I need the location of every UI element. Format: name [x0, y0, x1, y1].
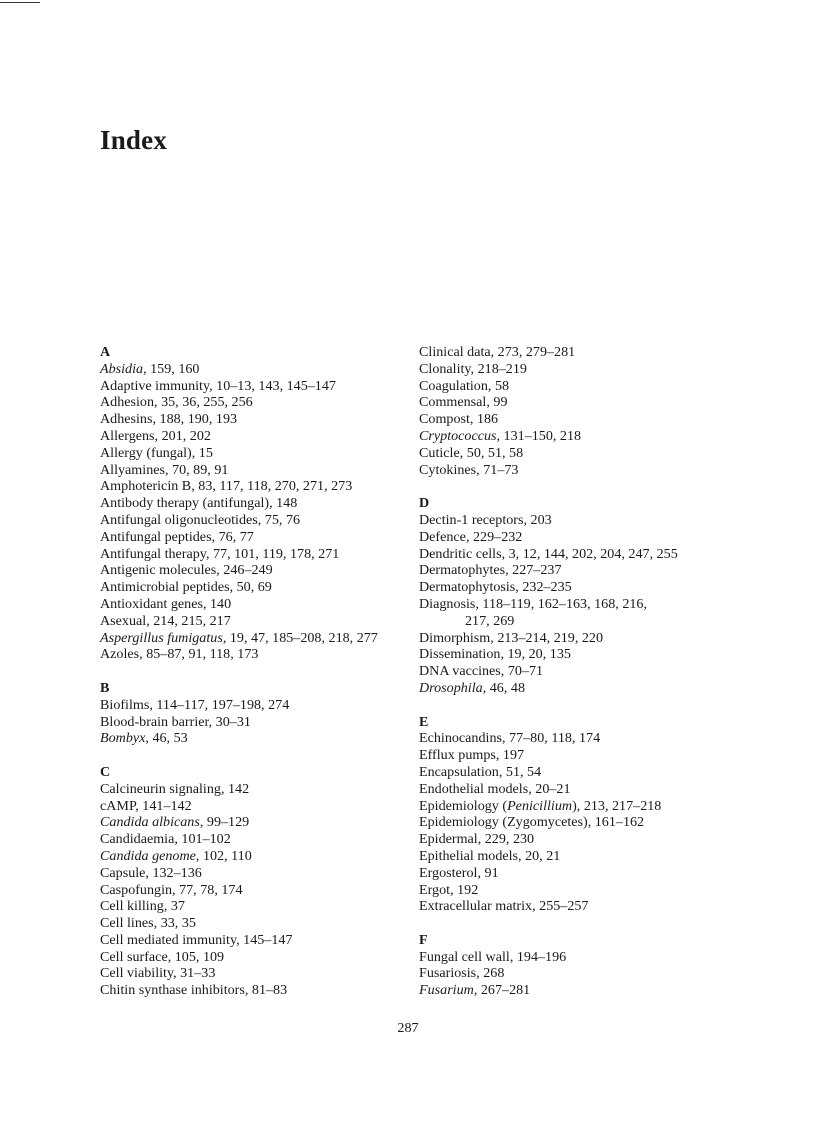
index-entry — [100, 848, 410, 865]
index-entry — [100, 361, 410, 378]
index-term-suffix: ) — [572, 797, 577, 814]
index-entry — [419, 579, 739, 596]
index-page-refs: , 186 — [469, 411, 499, 428]
index-page-refs: , 19, 47, 185–208, 218, 277 — [222, 629, 378, 646]
index-term-italic: Penicillium — [507, 797, 573, 814]
index-page-refs: , 131–150, 218 — [496, 427, 582, 444]
index-term: Adhesins — [100, 411, 153, 428]
corner-crop-mark — [0, 0, 40, 3]
index-page-refs: , 81–83 — [244, 982, 288, 999]
index-entry — [419, 764, 739, 781]
index-page-refs: , 3, 12, 144, 202, 204, 247, 255 — [501, 545, 678, 562]
index-entry — [100, 613, 410, 630]
index-page-refs: , 77, 101, 119, 178, 271 — [205, 545, 340, 562]
index-page-refs: , 58 — [487, 377, 510, 394]
index-page-refs: , 145–147 — [236, 931, 293, 948]
index-page-refs: , 218–219 — [470, 360, 527, 377]
index-page-refs: , 142 — [220, 780, 250, 797]
index-entry — [100, 915, 410, 932]
index-page-refs: , 118–119, 162–163, 168, 216, — [475, 595, 647, 612]
index-entry — [100, 730, 410, 747]
index-term: Epidemiology (Zygomycetes) — [419, 814, 588, 831]
section-gap — [100, 747, 410, 764]
index-page-refs: , 51, 54 — [498, 763, 542, 780]
index-term: Defence — [419, 528, 466, 545]
index-page-refs: , 99–129 — [199, 814, 250, 831]
index-entry — [100, 445, 410, 462]
section-gap — [419, 478, 739, 495]
index-entry — [100, 495, 410, 512]
index-term: Allergens — [100, 427, 155, 444]
index-page-refs: , 105, 109 — [167, 948, 225, 965]
index-letter-heading: F — [419, 931, 428, 948]
index-page-refs: , 10–13, 143, 145–147 — [209, 377, 336, 394]
index-term: Amphotericin B — [100, 478, 192, 495]
index-term: Ergot — [419, 881, 451, 898]
index-term: Echinocandins — [419, 730, 502, 747]
section-gap — [419, 697, 739, 714]
index-page-refs: , 77–80, 118, 174 — [501, 730, 601, 747]
index-entry — [100, 562, 410, 579]
index-term: Candida albicans — [100, 814, 200, 831]
index-entry — [419, 378, 739, 395]
index-letter-heading: D — [419, 495, 430, 512]
index-page-refs: , 188, 190, 193 — [152, 411, 238, 428]
index-entry — [100, 394, 410, 411]
index-entry — [419, 596, 739, 630]
index-page-refs: , 50, 69 — [229, 579, 272, 596]
index-page-refs: , 76, 77 — [211, 528, 254, 545]
index-page-refs: , 85–87, 91, 118, 173 — [139, 646, 259, 663]
index-entry — [419, 361, 739, 378]
index-page-refs: , 31–33 — [173, 965, 216, 982]
index-term: Epidemiology ( — [419, 797, 508, 814]
index-page-refs: , 15 — [191, 444, 213, 461]
index-page-refs: , 267–281 — [473, 982, 531, 999]
index-page-refs: , 214, 215, 217 — [146, 612, 231, 629]
index-page-refs: , 229, 230 — [477, 831, 535, 848]
index-entry — [100, 798, 410, 815]
index-entry — [419, 344, 739, 361]
index-page-refs: , 229–232 — [465, 528, 523, 545]
index-term: Blood-brain barrier — [100, 713, 209, 730]
index-entry — [100, 646, 410, 663]
index-page-refs: , 46, 53 — [145, 730, 188, 747]
index-term: Azoles — [100, 646, 140, 663]
index-term: Diagnosis — [419, 595, 476, 612]
index-entry — [100, 378, 410, 395]
index-term: Calcineurin signaling — [100, 780, 221, 797]
index-entry — [419, 949, 739, 966]
index-page-refs: , 255–257 — [532, 898, 589, 915]
index-term: Encapsulation — [419, 763, 499, 780]
index-page-refs: , 192 — [450, 881, 479, 898]
index-term: Dissemination — [419, 646, 501, 663]
index-entry — [419, 831, 739, 848]
index-term: Ergosterol — [419, 864, 478, 881]
index-page-refs: , 37 — [163, 898, 185, 915]
index-page-refs: , 19, 20, 135 — [500, 646, 571, 663]
index-entry — [100, 932, 410, 949]
index-term: Caspofungin — [100, 881, 173, 898]
index-entry — [419, 562, 739, 579]
index-entry — [100, 512, 410, 529]
index-entry — [100, 831, 410, 848]
index-page-refs: , 227–237 — [505, 562, 562, 579]
index-letter-heading: C — [100, 763, 111, 780]
index-entry — [419, 730, 739, 747]
index-term: Antifungal therapy — [100, 545, 206, 562]
index-page-refs: , 213–214, 219, 220 — [490, 629, 604, 646]
index-term: Allyamines — [100, 461, 165, 478]
index-entry — [419, 630, 739, 647]
index-page-refs: , 46, 48 — [482, 679, 525, 696]
index-entry — [100, 814, 410, 831]
index-entry — [419, 646, 739, 663]
index-term: Efflux pumps — [419, 747, 496, 764]
index-entry — [419, 982, 739, 999]
index-term: Allergy (fungal) — [100, 444, 192, 461]
index-page-refs: , 197 — [495, 747, 525, 764]
index-letter-heading: A — [100, 344, 111, 360]
index-page-refs-continued: 217, 269 — [465, 612, 515, 629]
index-term: Drosophila — [419, 679, 483, 696]
index-column-left — [100, 344, 410, 999]
index-term: Bombyx — [100, 730, 146, 747]
index-entry — [419, 411, 739, 428]
index-page-refs: , 161–162 — [587, 814, 645, 831]
index-term: Cuticle — [419, 444, 460, 461]
index-page-refs: , 201, 202 — [154, 427, 211, 444]
index-term: Dimorphism — [419, 629, 491, 646]
index-page-refs: , 213, 217–218 — [576, 797, 662, 814]
index-term: Fusarium — [419, 982, 474, 999]
index-term: Antioxidant genes — [100, 595, 203, 612]
index-page-refs: , 20, 21 — [518, 847, 561, 864]
index-page-refs: , 71–73 — [476, 461, 519, 478]
index-entry — [100, 529, 410, 546]
index-entry — [419, 529, 739, 546]
index-entry — [100, 965, 410, 982]
index-term: DNA vaccines — [419, 663, 501, 680]
index-term: Fusariosis — [419, 965, 477, 982]
index-term: Antimicrobial peptides — [100, 579, 230, 596]
index-entry — [100, 579, 410, 596]
index-entry — [100, 630, 410, 647]
index-column-right — [419, 344, 739, 999]
index-term: Cytokines — [419, 461, 477, 478]
index-term: Endothelial models — [419, 780, 529, 797]
index-page-refs: , 102, 110 — [195, 847, 252, 864]
index-entry — [419, 663, 739, 680]
index-term: Cell surface — [100, 948, 168, 965]
section-gap — [100, 663, 410, 680]
index-entry — [100, 596, 410, 613]
page-title: Index — [100, 125, 168, 155]
index-term: Clinical data — [419, 344, 491, 360]
index-term: Candidaemia — [100, 831, 175, 848]
index-entry — [419, 512, 739, 529]
index-term: Adaptive immunity — [100, 377, 210, 394]
index-entry — [419, 965, 739, 982]
index-term: Epidermal — [419, 831, 478, 848]
index-term: Biofilms — [100, 696, 150, 713]
index-page-refs: , 132–136 — [145, 864, 202, 881]
index-entry — [100, 411, 410, 428]
index-term: Capsule — [100, 864, 146, 881]
index-term: Commensal — [419, 394, 487, 411]
index-page-refs: , 91 — [477, 864, 499, 881]
index-page-refs: , 77, 78, 174 — [172, 881, 243, 898]
index-page-refs: , 194–196 — [509, 948, 567, 965]
index-page-refs: , 33, 35 — [153, 915, 196, 932]
index-page-refs: , 140 — [202, 595, 232, 612]
index-page-refs: , 232–235 — [515, 579, 572, 596]
index-term: Candida genome — [100, 847, 196, 864]
index-term: Chitin synthase inhibitors — [100, 982, 245, 999]
index-entry — [419, 546, 739, 563]
index-entry — [100, 462, 410, 479]
index-term: Cell mediated immunity — [100, 931, 237, 948]
index-term: Extracellular matrix — [419, 898, 533, 915]
index-term: Cell viability — [100, 965, 174, 982]
index-page-refs: , 83, 117, 118, 270, 271, 273 — [191, 478, 353, 495]
index-entry — [419, 882, 739, 899]
index-entry — [419, 445, 739, 462]
index-entry — [100, 478, 410, 495]
index-term: Aspergillus fumigatus — [100, 629, 223, 646]
index-term: Epithelial models — [419, 847, 519, 864]
index-entry — [100, 546, 410, 563]
index-term: Antifungal peptides — [100, 528, 212, 545]
index-letter-heading: B — [100, 679, 110, 696]
index-entry — [419, 394, 739, 411]
index-entry — [100, 982, 410, 999]
index-page-refs: , 148 — [269, 495, 298, 512]
index-entry — [100, 898, 410, 915]
index-page-refs: , 70, 89, 91 — [164, 461, 229, 478]
index-term: Cell lines — [100, 915, 154, 932]
index-page-refs: , 20–21 — [528, 780, 571, 797]
index-term: Dermatophytes — [419, 562, 506, 579]
page-number: 287 — [397, 1020, 419, 1036]
index-term: cAMP — [100, 797, 136, 814]
index-term: Dendritic cells — [419, 545, 502, 562]
index-page-refs: , 99 — [486, 394, 508, 411]
index-term: Compost — [419, 411, 470, 428]
index-entry — [419, 680, 739, 697]
index-page-refs: , 141–142 — [135, 797, 192, 814]
index-entry — [419, 462, 739, 479]
index-term: Antigenic molecules — [100, 562, 217, 579]
index-term: Adhesion — [100, 394, 155, 411]
index-term: Fungal cell wall — [419, 948, 510, 965]
index-entry — [100, 949, 410, 966]
index-entry — [419, 747, 739, 764]
index-term: Cryptococcus — [419, 427, 497, 444]
index-entry — [100, 865, 410, 882]
index-entry — [419, 798, 739, 815]
index-entry — [100, 781, 410, 798]
index-entry — [419, 898, 739, 915]
index-term: Antibody therapy (antifungal) — [100, 495, 270, 512]
index-page-refs: , 50, 51, 58 — [459, 444, 524, 461]
index-entry — [419, 865, 739, 882]
index-page-refs: , 159, 160 — [143, 360, 200, 377]
index-entry — [419, 428, 739, 445]
index-entry — [100, 697, 410, 714]
index-entry — [419, 848, 739, 865]
index-letter-heading: E — [419, 713, 429, 730]
section-gap — [419, 915, 739, 932]
index-term: Asexual — [100, 612, 147, 629]
index-entry — [100, 714, 410, 731]
index-term: Coagulation — [419, 377, 488, 394]
index-term: Clonality — [419, 360, 471, 377]
index-entry — [419, 814, 739, 831]
index-page-refs: , 101–102 — [174, 831, 231, 848]
index-entry — [100, 882, 410, 899]
index-page-refs: , 268 — [476, 965, 505, 982]
index-entry — [419, 781, 739, 798]
index-page-refs: , 246–249 — [216, 562, 273, 579]
index-page-refs: , 114–117, 197–198, 274 — [149, 696, 290, 713]
index-term: Dectin-1 receptors — [419, 511, 524, 528]
index-page-refs: , 273, 279–281 — [490, 344, 576, 360]
index-term: Absidia — [100, 360, 144, 377]
index-page-refs: , 30–31 — [208, 713, 251, 730]
index-term: Dermatophytosis — [419, 579, 516, 596]
index-page-refs: , 203 — [523, 511, 552, 528]
index-page-refs: , 75, 76 — [257, 511, 301, 528]
index-term: Cell killing — [100, 898, 164, 915]
index-entry — [100, 428, 410, 445]
index-page-refs: , 35, 36, 255, 256 — [154, 394, 253, 411]
index-page-refs: , 70–71 — [500, 663, 544, 680]
index-term: Antifungal oligonucleotides — [100, 511, 258, 528]
